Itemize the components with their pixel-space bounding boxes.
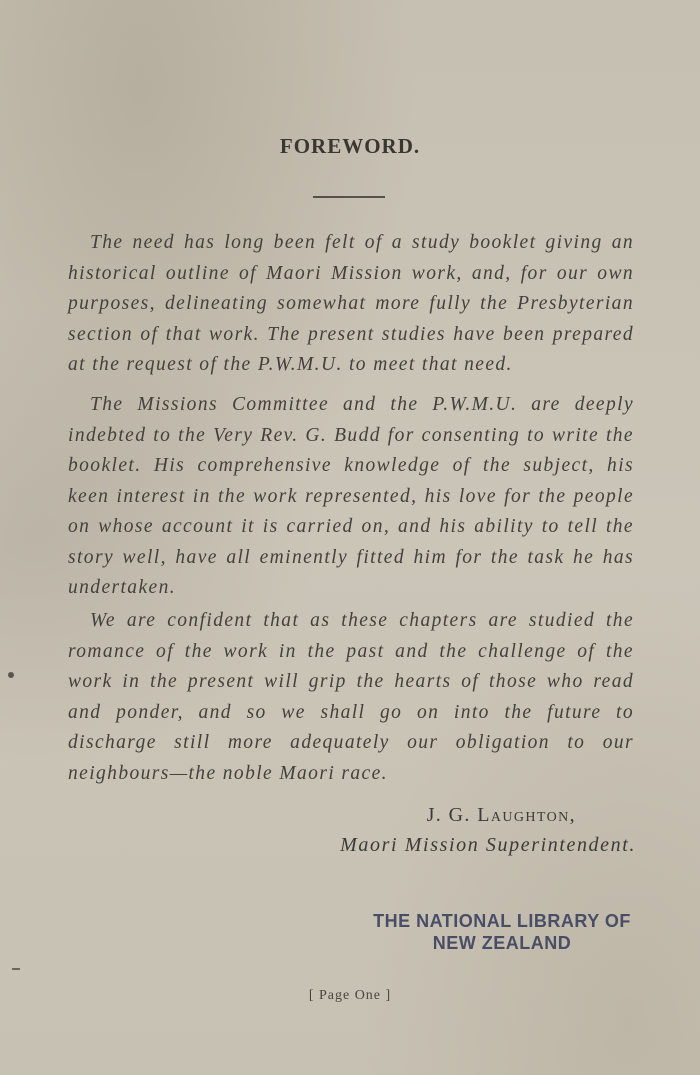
- paragraph-3: [68, 606, 634, 789]
- stamp-line-2: NEW ZEALAND: [432, 933, 572, 953]
- stamp-line-1: THE NATIONAL LIBRARY OF: [373, 911, 631, 931]
- page-title: FOREWORD.: [279, 134, 421, 158]
- page-number: [ Page One ]: [308, 988, 392, 1003]
- signature-title: Maori Mission Superintendent.: [340, 834, 636, 856]
- library-stamp: [352, 910, 652, 954]
- paragraph-2: [68, 390, 634, 604]
- paragraph-1-text: The need has long been felt of a study booklet giving an historical outline of Maori Mission work, and, for our own purposes, delineating somewhat more fully the Presbyterian section of that work. The present studies have been prepared at the request of the P.W.M.U. to meet that need.: [68, 232, 634, 375]
- paragraph-1: [68, 228, 634, 381]
- signature-name: J. G. Laughton,: [426, 804, 576, 826]
- margin-dash: [12, 968, 20, 970]
- title-divider: [313, 196, 385, 198]
- paragraph-3-text: We are confident that as these chapters are studied the romance of the work in the past and the challenge of the work in the present will grip the hearts of those who read and ponder, and so we shall go on into the future to discharge still more adequately our obligation to our neighbours—the noble Maori race.: [68, 610, 634, 784]
- margin-mark: [8, 672, 14, 678]
- paragraph-2-text: The Missions Committee and the P.W.M.U. are deeply indebted to the Very Rev. G. Budd for consenting to write the booklet. His comprehensive knowledge of the subject, his keen interest in the work represented, his love for the people on whose account it is carried on, and his ability to tell the story well, have all eminently fitted him for the task he has undertaken.: [68, 394, 634, 598]
